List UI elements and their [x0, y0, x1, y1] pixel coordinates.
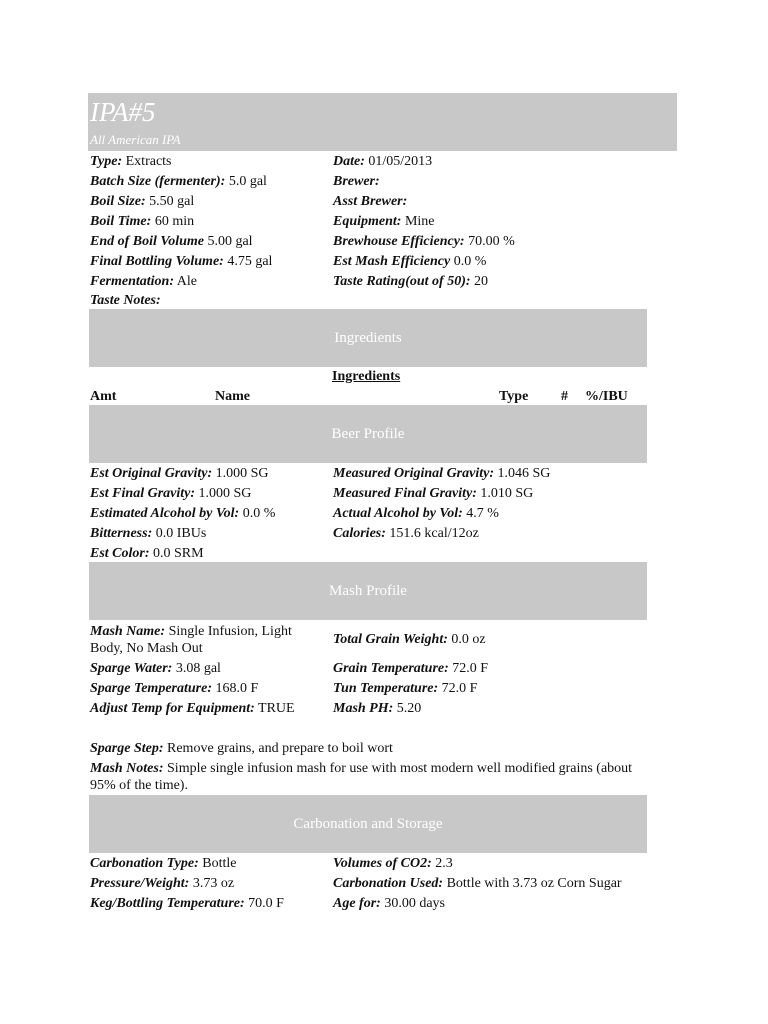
carbonation-used-row: Carbonation Used: Bottle with 3.73 oz Corn Sugar	[333, 876, 622, 891]
end-of-boil-row: End of Boil Volume 5.00 gal	[90, 234, 253, 249]
calories-row: Calories: 151.6 kcal/12oz	[333, 526, 479, 541]
type-row: Type: Extracts	[90, 154, 172, 169]
taste-notes-row: Taste Notes:	[90, 293, 161, 308]
tun-temp-row: Tun Temperature: 72.0 F	[333, 681, 478, 696]
sparge-temp-row: Sparge Temperature: 168.0 F	[90, 681, 259, 696]
actual-abv-row: Actual Alcohol by Vol: 4.7 %	[333, 506, 499, 521]
pressure-weight-row: Pressure/Weight: 3.73 oz	[90, 876, 235, 891]
adjust-temp-row: Adjust Temp for Equipment: TRUE	[90, 701, 295, 716]
age-for-row: Age for: 30.00 days	[333, 896, 445, 911]
carbonation-band: Carbonation and Storage	[89, 795, 647, 853]
sparge-water-row: Sparge Water: 3.08 gal	[90, 661, 221, 676]
keg-bottling-temp-row: Keg/Bottling Temperature: 70.0 F	[90, 896, 284, 911]
total-grain-row: Total Grain Weight: 0.0 oz	[333, 632, 486, 647]
fermentation-row: Fermentation: Ale	[90, 274, 197, 289]
est-og-row: Est Original Gravity: 1.000 SG	[90, 466, 269, 481]
sparge-step-row: Sparge Step: Remove grains, and prepare to boil wort	[90, 741, 393, 756]
taste-rating-row: Taste Rating(out of 50): 20	[333, 274, 489, 289]
est-mash-efficiency-row: Est Mash Efficiency 0.0 %	[333, 254, 487, 269]
date-row: Date: 01/05/2013	[333, 154, 433, 169]
measured-og-row: Measured Original Gravity: 1.046 SG	[333, 466, 551, 481]
boil-time-row: Boil Time: 60 min	[90, 214, 195, 229]
ingredients-band: Ingredients	[89, 309, 647, 367]
ingredients-subtitle: Ingredients	[332, 369, 401, 384]
recipe-subtitle: All American IPA	[90, 132, 181, 147]
asst-brewer-row: Asst Brewer:	[333, 194, 408, 209]
brewer-row: Brewer:	[333, 174, 380, 189]
measured-fg-row: Measured Final Gravity: 1.010 SG	[333, 486, 534, 501]
est-fg-row: Est Final Gravity: 1.000 SG	[90, 486, 252, 501]
title-band	[88, 93, 677, 151]
mash-ph-row: Mash PH: 5.20	[333, 701, 422, 716]
est-abv-row: Estimated Alcohol by Vol: 0.0 %	[90, 506, 276, 521]
recipe-title: IPA#5	[90, 97, 156, 127]
col-pct-ibu: %/IBU	[585, 389, 628, 404]
col-amt: Amt	[90, 389, 117, 404]
est-color-row: Est Color: 0.0 SRM	[90, 546, 204, 561]
batch-size-row: Batch Size (fermenter): 5.0 gal	[90, 174, 267, 189]
grain-temp-row: Grain Temperature: 72.0 F	[333, 661, 489, 676]
carbonation-type-row: Carbonation Type: Bottle	[90, 856, 237, 871]
col-number: #	[561, 389, 568, 404]
brewhouse-efficiency-row: Brewhouse Efficiency: 70.00 %	[333, 234, 515, 249]
mash-profile-band: Mash Profile	[89, 562, 647, 620]
mash-name-row: Mash Name: Single Infusion, Light Body, No Mash Out	[90, 624, 292, 656]
col-name: Name	[215, 389, 250, 404]
bitterness-row: Bitterness: 0.0 IBUs	[90, 526, 207, 541]
final-bottling-row: Final Bottling Volume: 4.75 gal	[90, 254, 273, 269]
beer-profile-band: Beer Profile	[89, 405, 647, 463]
boil-size-row: Boil Size: 5.50 gal	[90, 194, 195, 209]
equipment-row: Equipment: Mine	[333, 214, 435, 229]
mash-notes-row: Mash Notes: Simple single infusion mash for use with most modern well modified grains (about 95% of the time).	[90, 761, 633, 793]
col-type: Type	[499, 389, 529, 404]
volumes-co2-row: Volumes of CO2: 2.3	[333, 856, 453, 871]
